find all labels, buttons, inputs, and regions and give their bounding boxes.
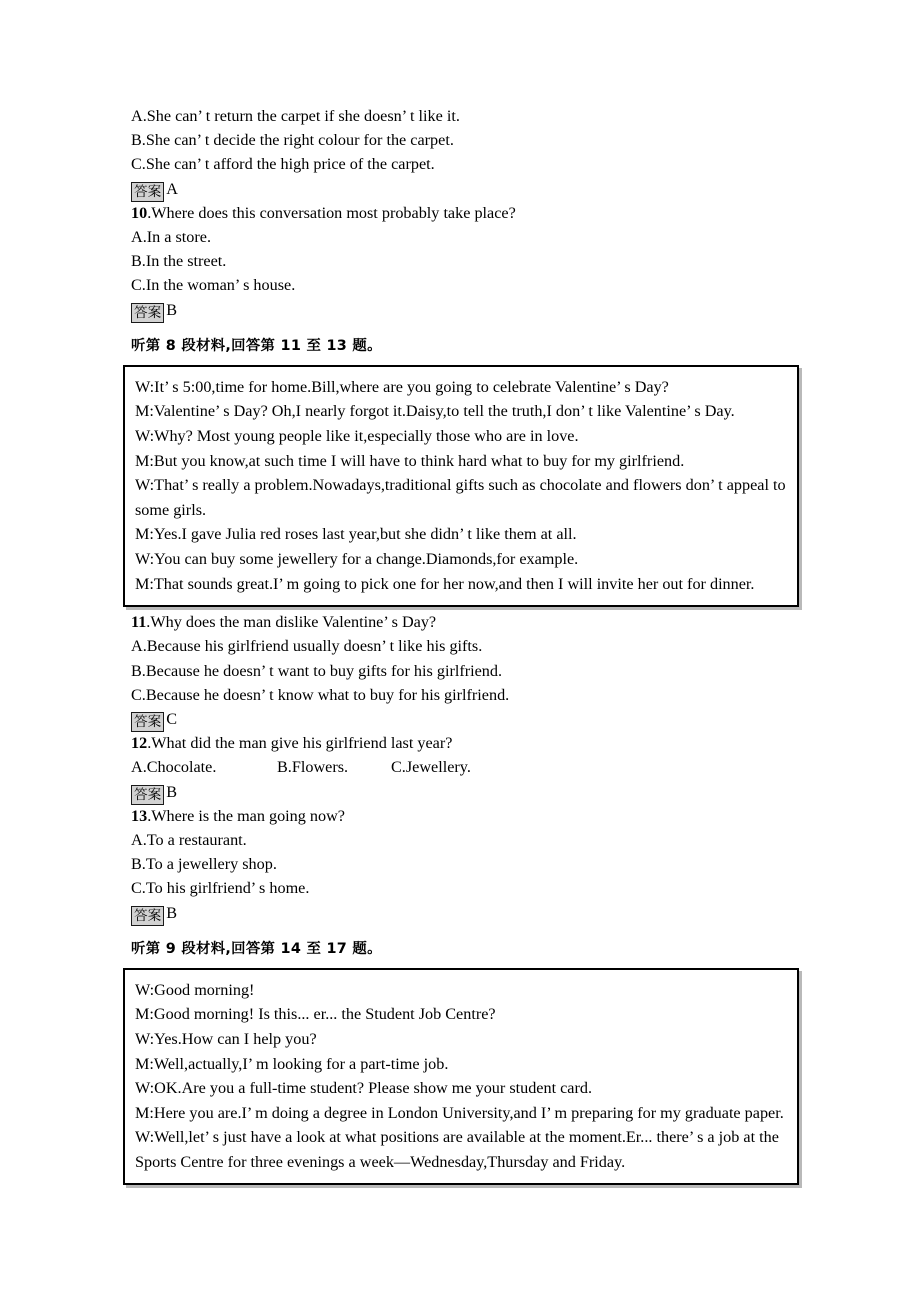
option-row: B.To a jewellery shop. [131,855,277,874]
option-row: A.She can’ t return the carpet if she doesn’ t like it. [131,107,460,125]
question-text: .Where is the man going now? [147,806,345,825]
question-number: 13 [131,806,148,825]
question-number: 10 [131,203,148,222]
answer-badge: 答案 [131,712,164,732]
question-number: 11 [131,613,147,632]
dialogue-box-9 [123,968,799,1186]
dialogue-line: W:Why? Most young people like it,especially those who are in love. [135,426,579,445]
dialogue-line: W:You can buy some jewellery for a change.Diamonds,for example. [135,549,579,568]
option-row: A.In a store. [131,228,212,246]
answer-letter: A [166,179,178,198]
option-a: A.Chocolate. [131,758,217,777]
dialogue-line: W:Well,let’ s just have a look at what positions are available at the moment.Er... there’ s a job at the Sports Centre for three evenings a week—Wednesday,Thursday and Friday. [135,1128,783,1171]
dialogue-line: W:Yes.How can I help you? [135,1029,317,1048]
question-12 [123,731,801,755]
dialogue-line: M:Good morning! Is this... er... the Student Job Centre? [135,1005,496,1024]
dialogue-line: W:OK.Are you a full-time student? Please show me your student card. [135,1079,593,1098]
answer-letter: B [166,300,177,319]
answer-badge: 答案 [131,182,164,202]
answer-letter: B [166,782,177,801]
answer-badge: 答案 [131,906,164,926]
dialogue-line: M:Valentine’ s Day? Oh,I nearly forgot it.Daisy,to tell the truth,I don’ t like Valentine’ s Day. [135,402,735,421]
dialogue-line: M:But you know,at such time I will have to think hard what to buy for my girlfriend. [135,451,685,470]
question-number: 12 [131,734,148,753]
page-content [123,104,801,1185]
dialogue-line: M:That sounds great.I’ m going to pick one for her now,and then I will invite her out for dinner. [135,574,755,593]
answer-row [123,298,801,322]
question-11 [123,610,801,634]
answer-letter: C [166,709,177,728]
dialogue-line: W:It’ s 5:00,time for home.Bill,where are you going to celebrate Valentine’ s Day? [135,377,669,396]
question-text: .Why does the man dislike Valentine’ s Day? [146,613,437,632]
answer-badge: 答案 [131,303,164,323]
question-text: .What did the man give his girlfriend last year? [147,734,453,753]
section-heading-8: 听第 8 段材料,回答第 11 至 13 题。 [131,337,382,354]
question-13 [123,804,801,828]
option-b: B.Flowers. [277,758,349,777]
option-row: C.To his girlfriend’ s home. [131,879,310,898]
option-row: B.She can’ t decide the right colour for the carpet. [131,131,454,150]
option-c: C.Jewellery. [391,758,471,777]
dialogue-line: M:Here you are.I’ m doing a degree in London University,and I’ m preparing for my graduate paper. [135,1103,784,1122]
option-row: B.In the street. [131,252,227,271]
option-row: C.She can’ t afford the high price of the carpet. [131,155,435,174]
dialogue-line: W:That’ s really a problem.Nowadays,traditional gifts such as chocolate and flowers don’ t appeal to some girls. [135,476,790,519]
option-row: C.Because he doesn’ t know what to buy for his girlfriend. [131,685,510,704]
answer-row [123,177,801,201]
option-row: B.Because he doesn’ t want to buy gifts for his girlfriend. [131,661,503,680]
answer-row [123,707,801,731]
option-row: A.To a restaurant. [131,830,247,849]
answer-row [123,780,801,804]
dialogue-line: W:Good morning! [135,980,255,999]
answer-row [123,901,801,925]
question-text: .Where does this conversation most probably take place? [147,203,516,222]
option-row: C.In the woman’ s house. [131,276,296,295]
dialogue-box-8 [123,365,799,607]
option-row: A.Because his girlfriend usually doesn’ t like his gifts. [131,637,483,656]
dialogue-line: M:Yes.I gave Julia red roses last year,but she didn’ t like them at all. [135,525,577,544]
dialogue-line: M:Well,actually,I’ m looking for a part-time job. [135,1054,449,1073]
answer-badge: 答案 [131,785,164,805]
option-row-inline [123,755,801,779]
section-heading-9: 听第 9 段材料,回答第 14 至 17 题。 [131,940,382,957]
question-10 [123,201,801,225]
answer-letter: B [166,903,177,922]
